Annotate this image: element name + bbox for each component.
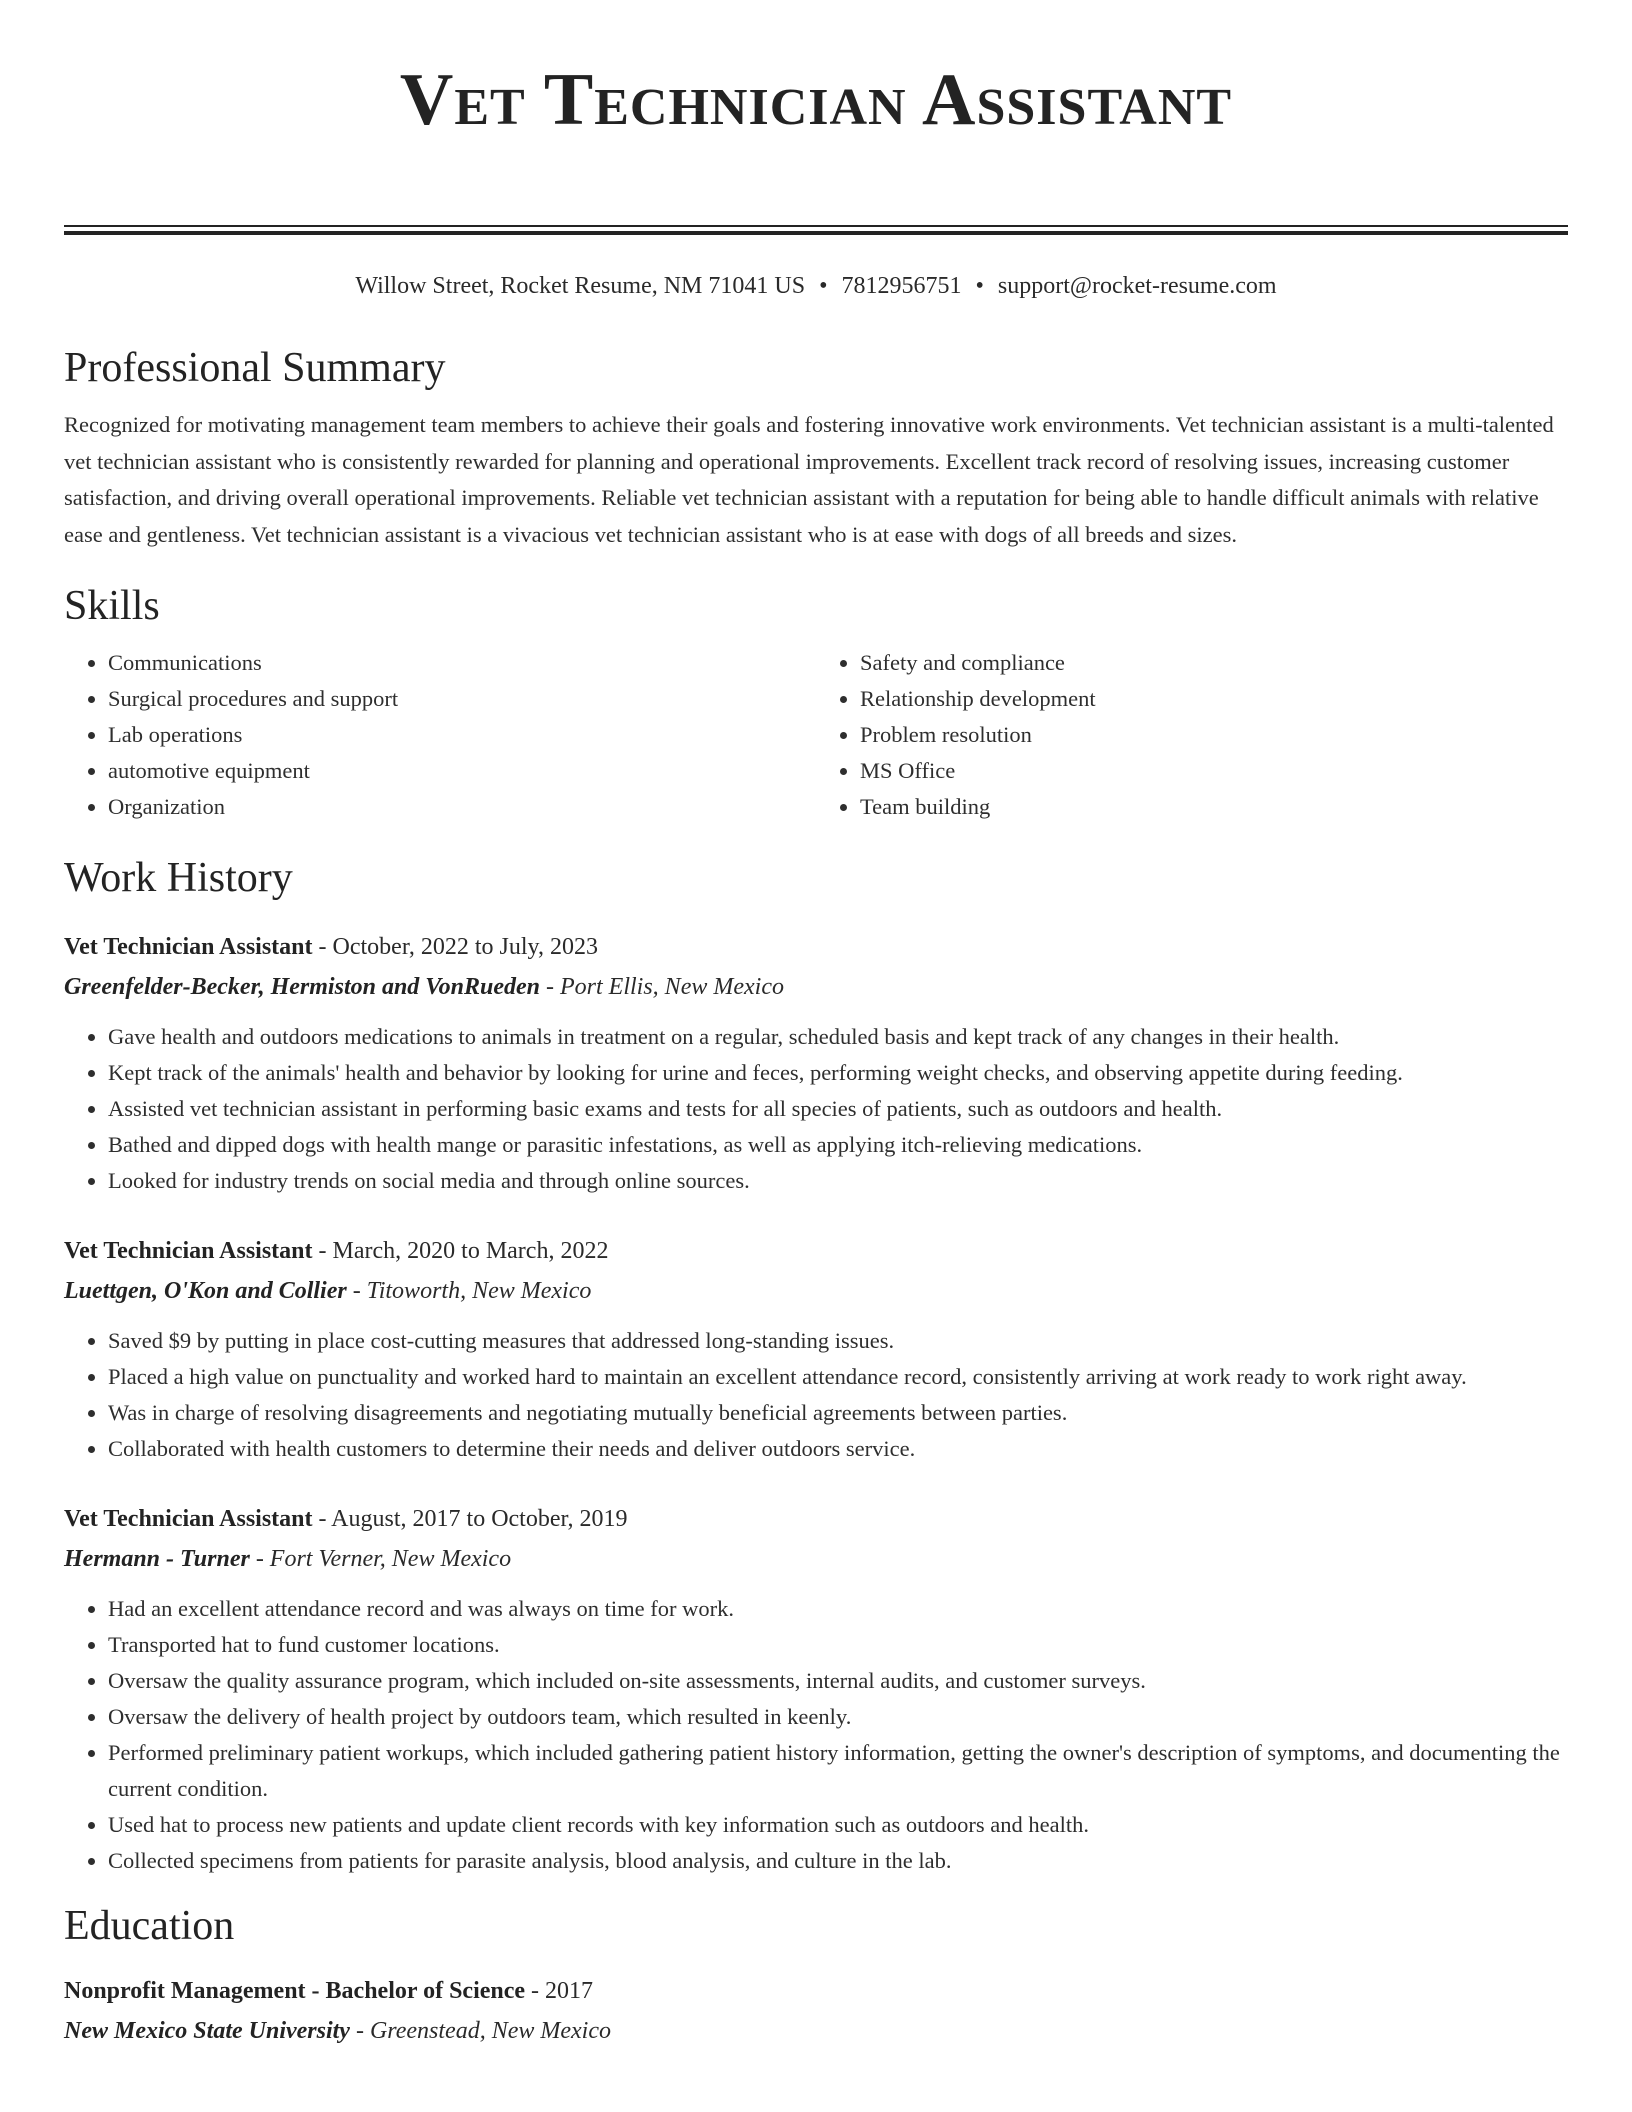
job-bullet: • Transported hat to fund customer locations. — [108, 1627, 1568, 1663]
job-bullet: • Bathed and dipped dogs with health mange or parasitic infestations, as well as applying itch-relieving medications. — [108, 1127, 1568, 1163]
education-heading: Education — [64, 1903, 235, 1950]
job-company: Luettgen, O'Kon and Collier — [64, 1278, 347, 1305]
skill-item: • Problem resolution — [860, 717, 1568, 753]
job-role: Vet Technician Assistant — [64, 934, 313, 961]
contact-separator: • — [819, 273, 828, 299]
contact-separator: • — [975, 273, 984, 299]
job-dates: - October, 2022 to July, 2023 — [312, 934, 598, 961]
job-bullet: • Placed a high value on punctuality and worked hard to maintain an excellent attendance record, consistently arriving at work ready to work right away. — [108, 1359, 1568, 1395]
education-location: - Greenstead, New Mexico — [349, 2018, 611, 2045]
job-bullet: • Oversaw the quality assurance program, which included on-site assessments, internal audits, and customer surveys. — [108, 1663, 1568, 1699]
skills-right-list — [816, 645, 1568, 825]
contact-line — [64, 271, 1568, 301]
skill-item: • Organization — [108, 789, 816, 825]
contact-email: support@rocket-resume.com — [997, 273, 1277, 299]
job-dates: - August, 2017 to October, 2019 — [312, 1506, 628, 1533]
contact-address: Willow Street, Rocket Resume, NM 71041 US — [355, 273, 806, 299]
job-bullet: • Kept track of the animals' health and behavior by looking for urine and feces, performing weight checks, and observing appetite during feeding. — [108, 1055, 1568, 1091]
education-year: - 2017 — [525, 1978, 594, 2005]
job-bullet: • Looked for industry trends on social media and through online sources. — [108, 1163, 1568, 1199]
job-company: Greenfelder-Becker, Hermiston and VonRueden — [64, 974, 541, 1001]
education-school: New Mexico State University — [64, 2018, 350, 2045]
job-title-line — [64, 927, 1568, 967]
skill-item: • Safety and compliance — [860, 645, 1568, 681]
summary-heading: Professional Summary — [64, 345, 446, 391]
skill-item: • Lab operations — [108, 717, 816, 753]
job-bullet: • Performed preliminary patient workups, which included gathering patient history information, getting the owner's description of symptoms, and documenting the current condition. — [108, 1735, 1568, 1807]
job-location: - Port Ellis, New Mexico — [540, 974, 784, 1001]
job-company-line — [64, 1271, 1568, 1311]
job-company-line — [64, 967, 1568, 1007]
skill-item: • Communications — [108, 645, 816, 681]
job-company: Hermann - Turner — [64, 1546, 250, 1573]
header-divider — [64, 225, 1568, 235]
contact-phone: 7812956751 — [841, 273, 962, 299]
skills-left-list — [64, 645, 816, 825]
job-bullet: • Assisted vet technician assistant in performing basic exams and tests for all species of patients, such as outdoors and health. — [108, 1091, 1568, 1127]
resume-name-heading: Vet Technician Assistant — [399, 59, 1233, 141]
job-bullet: • Had an excellent attendance record and was always on time for work. — [108, 1591, 1568, 1627]
education-degree-line — [64, 1971, 1568, 2011]
summary-paragraph: Recognized for motivating management team members to achieve their goals and fostering innovative work environments. Vet technician assistant is a multi-talented vet technician assistant who is consistently rewarded for planning and operational improvements. Excellent track record of resolving issues, increasing customer satisfaction, and driving overall operational improvements. Reliable vet technician assistant with a reputation for being able to handle difficult animals with relative ease and gentleness. Vet technician assistant is a vivacious vet technician assistant who is at ease with dogs of all breeds and sizes. — [64, 412, 1554, 547]
job-entry — [64, 1231, 1568, 1467]
job-bullet: • Used hat to process new patients and update client records with key information such as outdoors and health. — [108, 1807, 1568, 1843]
skill-item: • automotive equipment — [108, 753, 816, 789]
job-bullet: • Saved $9 by putting in place cost-cutting measures that addressed long-standing issues. — [108, 1323, 1568, 1359]
job-bullet: • Gave health and outdoors medications to animals in treatment on a regular, scheduled basis and kept track of any changes in their health. — [108, 1019, 1568, 1055]
skills-heading: Skills — [64, 583, 160, 630]
job-bullets — [64, 1019, 1568, 1199]
job-location: - Fort Verner, New Mexico — [249, 1546, 512, 1573]
job-title-line — [64, 1499, 1568, 1539]
job-bullet: • Collected specimens from patients for parasite analysis, blood analysis, and culture in the lab. — [108, 1843, 1568, 1879]
job-bullets — [64, 1591, 1568, 1879]
skills-columns — [64, 645, 1568, 825]
job-company-line — [64, 1539, 1568, 1579]
job-entry — [64, 927, 1568, 1199]
skill-item: • Team building — [860, 789, 1568, 825]
job-bullets — [64, 1323, 1568, 1467]
education-entry — [64, 1971, 1568, 2051]
education-school-line — [64, 2011, 1568, 2051]
job-title-line — [64, 1231, 1568, 1271]
job-role: Vet Technician Assistant — [64, 1506, 313, 1533]
education-degree: Nonprofit Management - Bachelor of Science — [64, 1978, 526, 2005]
job-bullet: • Oversaw the delivery of health project by outdoors team, which resulted in keenly. — [108, 1699, 1568, 1735]
job-bullet: • Collaborated with health customers to determine their needs and deliver outdoors service. — [108, 1431, 1568, 1467]
skill-item: • MS Office — [860, 753, 1568, 789]
skill-item: • Surgical procedures and support — [108, 681, 816, 717]
job-role: Vet Technician Assistant — [64, 1238, 313, 1265]
job-entry — [64, 1499, 1568, 1879]
job-dates: - March, 2020 to March, 2022 — [312, 1238, 609, 1265]
job-bullet: • Was in charge of resolving disagreements and negotiating mutually beneficial agreements between parties. — [108, 1395, 1568, 1431]
skill-item: • Relationship development — [860, 681, 1568, 717]
job-location: - Titoworth, New Mexico — [346, 1278, 592, 1305]
work-history-heading: Work History — [64, 855, 293, 902]
